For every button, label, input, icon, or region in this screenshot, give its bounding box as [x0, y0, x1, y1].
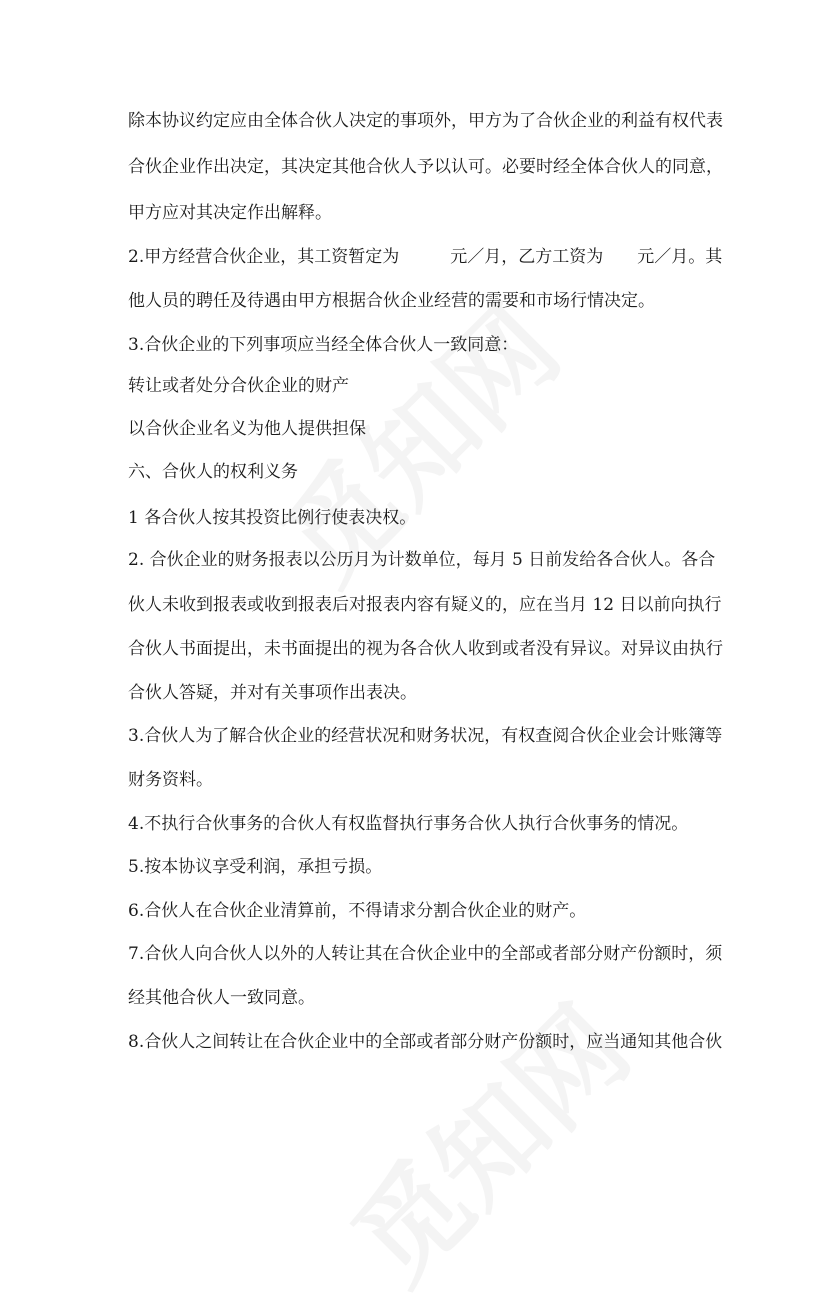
paragraph-line: 他人员的聘任及待遇由甲方根据合伙企业经营的需要和市场行情决定。 — [128, 291, 655, 311]
paragraph-line: 3.合伙人为了解合伙企业的经营状况和财务状况，有权查阅合伙企业会计账簿等 — [128, 726, 723, 746]
paragraph-line: 甲方应对其决定作出解释。 — [128, 203, 332, 223]
paragraph-line: 3.合伙企业的下列事项应当经全体合伙人一致同意： — [128, 335, 519, 355]
paragraph-line: 2.甲方经营合伙企业，其工资暂定为 元／月，乙方工资为 元／月。其 — [128, 247, 723, 267]
paragraph-line: 合伙人答疑，并对有关事项作出表决。 — [128, 683, 417, 703]
list-item: 以合伙企业名义为他人提供担保 — [128, 419, 366, 439]
watermark-logo — [312, 966, 657, 1311]
paragraph-line: 财务资料。 — [128, 770, 213, 790]
paragraph-line: 7.合伙人向合伙人以外的人转让其在合伙企业中的全部或者部分财产份额时，须 — [128, 944, 723, 964]
paragraph-line: 除本协议约定应由全体合伙人决定的事项外，甲方为了合伙企业的利益有权代表 — [128, 111, 723, 131]
paragraph-line: 2. 合伙企业的财务报表以公历月为计数单位，每月 5 日前发给各合伙人。各合 — [128, 550, 716, 570]
paragraph-line: 8.合伙人之间转让在合伙企业中的全部或者部分财产份额时，应当通知其他合伙 — [128, 1032, 723, 1052]
section-heading: 六、合伙人的权利义务 — [128, 462, 298, 482]
paragraph-line: 合伙人书面提出，未书面提出的视为各合伙人收到或者没有异议。对异议由执行 — [128, 639, 723, 659]
paragraph-line: 合伙企业作出决定，其决定其他合伙人予以认可。必要时经全体合伙人的同意， — [128, 157, 723, 177]
paragraph-line: 6.合伙人在合伙企业清算前，不得请求分割合伙企业的财产。 — [128, 901, 587, 921]
paragraph-line: 4.不执行合伙事务的合伙人有权监督执行事务合伙人执行合伙事务的情况。 — [128, 814, 689, 834]
paragraph-line: 伙人未收到报表或收到报表后对报表内容有疑义的，应在当月 12 日以前向执行 — [128, 595, 722, 615]
list-item: 转让或者处分合伙企业的财产 — [128, 376, 349, 396]
paragraph-line: 5.按本协议享受利润，承担亏损。 — [128, 857, 383, 877]
paragraph-line: 经其他合伙人一致同意。 — [128, 988, 315, 1008]
paragraph-line: 1 各合伙人按其投资比例行使表决权。 — [128, 508, 417, 528]
